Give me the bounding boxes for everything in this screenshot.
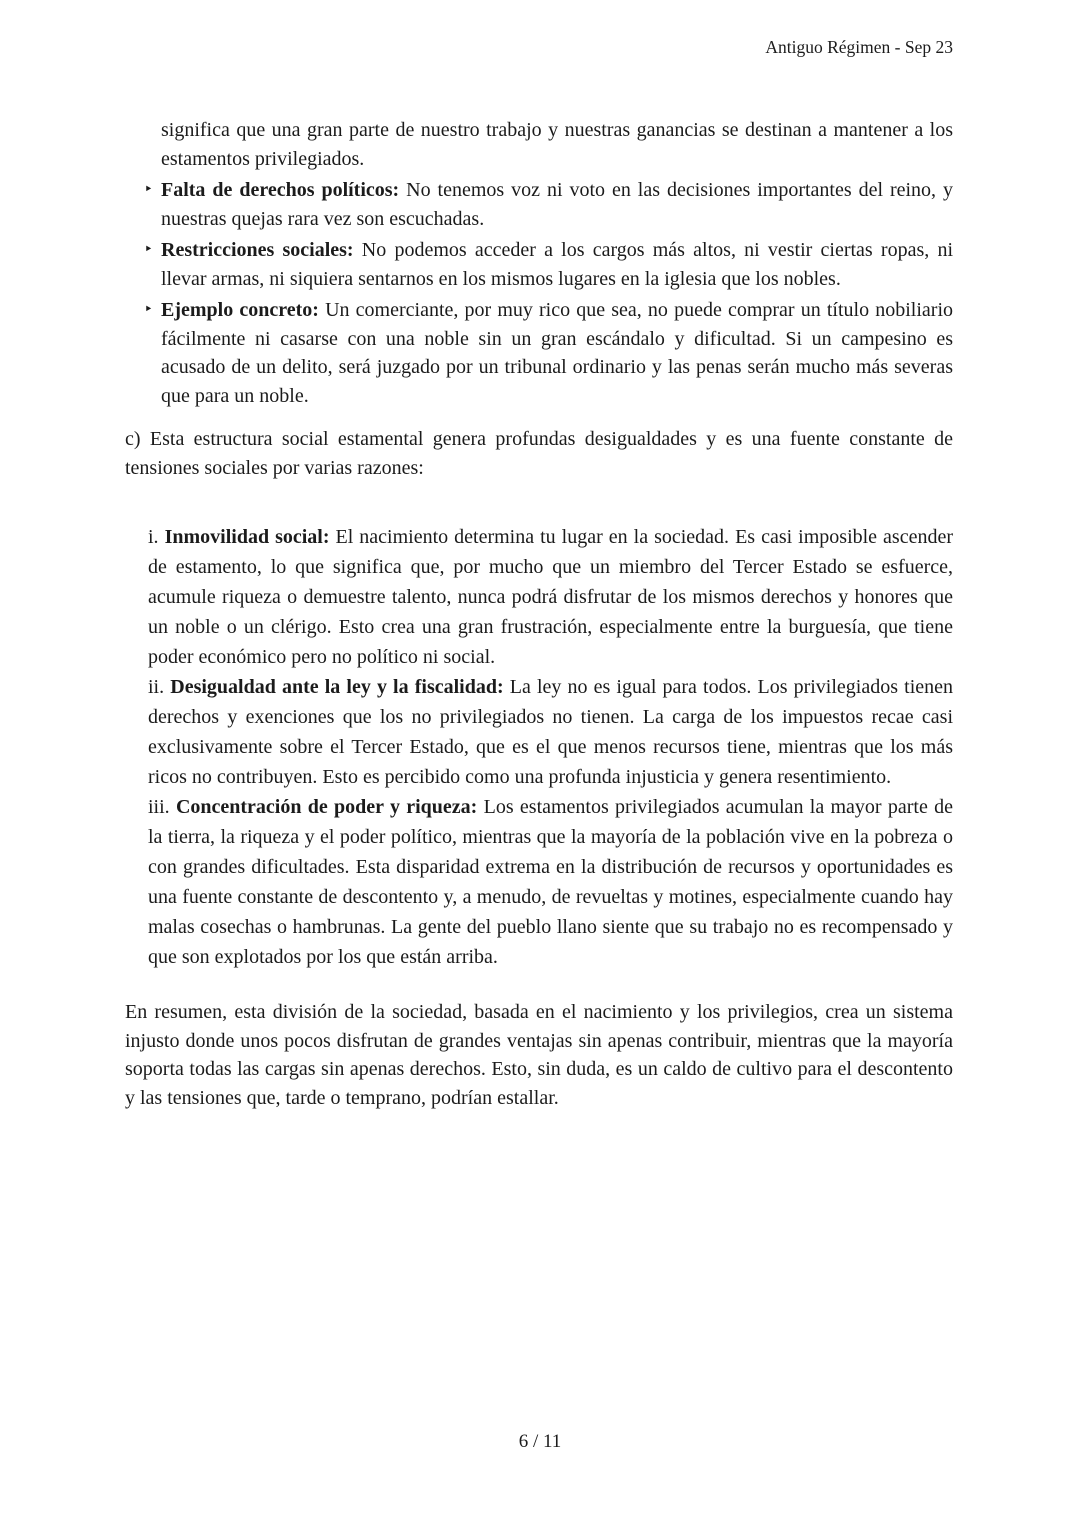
list-item-text: No tenemos voz ni voto en las decisiones importantes del reino, y nuestras quejas rara vez son escuchadas. bbox=[161, 179, 953, 230]
numbered-item bbox=[148, 792, 953, 972]
list-item-text: No podemos acceder a los cargos más altos, ni vestir ciertas ropas, ni llevar armas, ni siquiera sentarnos en los mismos lugares en la iglesia que los nobles. bbox=[161, 239, 953, 290]
numbered-item-numeral: i. bbox=[148, 526, 159, 548]
list-item bbox=[125, 296, 953, 410]
paragraph-closing: En resumen, esta división de la sociedad, basada en el nacimiento y los privilegios, crea un sistema injusto donde unos pocos disfrutan de grandes ventajas sin apenas contribuir, mientras que la mayoría soporta todas las cargas sin apenas derechos. Esto, sin duda, es un caldo de cultivo para el descontento y las tensiones que, tarde o temprano, podrían estallar. bbox=[125, 1001, 953, 1109]
numbered-item-numeral: iii. bbox=[148, 796, 170, 818]
document-content bbox=[125, 116, 953, 1112]
numbered-item-text: La ley no es igual para todos. Los privilegiados tienen derechos y exenciones que los no privilegiados no tienen. La carga de los impuestos recae casi exclusivamente sobre el Tercer Estado, que es el que menos recursos tiene, mientras que los más ricos no contribuyen. Esto es percibido como una profunda injusticia y genera resentimiento. bbox=[148, 676, 953, 788]
numbered-item-term: Desigualdad ante la ley y la fiscalidad: bbox=[170, 676, 504, 698]
triangle-bullet-icon: ‣ bbox=[144, 182, 153, 198]
roman-numbered-list bbox=[148, 522, 953, 972]
numbered-item-text: Los estamentos privilegiados acumulan la mayor parte de la tierra, la riqueza y el poder político, mientras que la mayoría de la población vive en la pobreza o con grandes dificultades. Esta disparidad extrema en la distribución de recursos y oportunidades es una fuente constante de descontento y, a menudo, de revueltas y motines, especialmente cuando hay malas cosechas o hambrunas. La gente del pueblo llano siente que su trabajo no es recompensado y que son explotados por los que están arriba. bbox=[148, 796, 953, 968]
list-item bbox=[125, 236, 953, 293]
numbered-item-term: Concentración de poder y riqueza: bbox=[175, 796, 478, 818]
page-header: Antiguo Régimen - Sep 23 bbox=[765, 37, 953, 57]
list-item bbox=[125, 176, 953, 233]
list-item-term: Ejemplo concreto: bbox=[161, 299, 319, 321]
triangle-bullet-icon: ‣ bbox=[144, 242, 153, 258]
list-item-term: Restricciones sociales: bbox=[161, 239, 354, 261]
paragraph-bullet-continuation: significa que una gran parte de nuestro trabajo y nuestras ganancias se destinan a mantener a los estamentos privilegiados. bbox=[161, 119, 953, 170]
numbered-item bbox=[148, 522, 953, 672]
page-number: 6 / 11 bbox=[518, 1431, 562, 1452]
bullet-list bbox=[125, 176, 953, 410]
paragraph-c: c) Esta estructura social estamental genera profundas desigualdades y es una fuente constante de tensiones sociales por varias razones: bbox=[125, 428, 953, 479]
numbered-item-term: Inmovilidad social: bbox=[164, 526, 330, 548]
triangle-bullet-icon: ‣ bbox=[144, 302, 153, 318]
list-item-term: Falta de derechos políticos: bbox=[161, 179, 400, 201]
numbered-item bbox=[148, 672, 953, 792]
list-item-text: Un comerciante, por muy rico que sea, no puede comprar un título nobiliario fácilmente ni casarse con una noble sin un gran escándalo y dificultad. Si un campesino es acusado de un delito, será juzgado por un tribunal ordinario y las penas serán mucho más severas que para un noble. bbox=[161, 299, 953, 407]
numbered-item-text: El nacimiento determina tu lugar en la sociedad. Es casi imposible ascender de estamento, lo que significa que, por mucho que un miembro del Tercer Estado se esfuerce, acumule riqueza o demuestre talento, nunca podrá disfrutar de los mismos derechos y honores que un noble o un clérigo. Esto crea una gran frustración, especialmente entre la burguesía, que tiene poder económico pero no político ni social. bbox=[148, 526, 954, 668]
numbered-item-numeral: ii. bbox=[148, 676, 165, 698]
